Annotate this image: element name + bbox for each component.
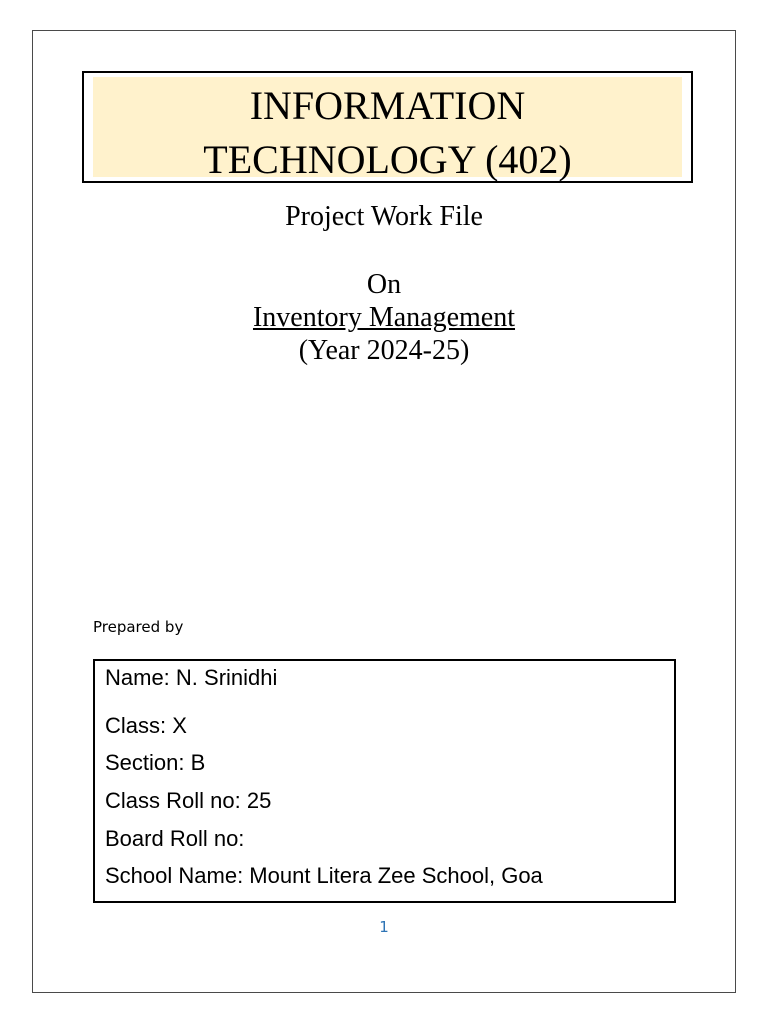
class-roll-number: Class Roll no: 25 [105, 788, 272, 813]
student-section: Section: B [105, 750, 206, 775]
title-line-2: TECHNOLOGY (402) [203, 137, 572, 182]
student-name: Name: N. Srinidhi [105, 665, 278, 690]
student-class: Class: X [105, 713, 187, 738]
academic-year: (Year 2024-25) [298, 335, 470, 366]
project-topic: Inventory Management [252, 302, 516, 333]
document-title [84, 79, 691, 187]
prepared-by-label: Prepared by [93, 618, 184, 636]
subtitle: Project Work File [285, 201, 483, 232]
board-roll-number: Board Roll no: [105, 826, 245, 851]
school-name: School Name: Mount Litera Zee School, Goa [105, 863, 543, 888]
on-label: On [366, 269, 402, 300]
student-info-box [93, 659, 676, 903]
title-box [82, 71, 693, 183]
page-number: 1 [379, 918, 389, 936]
title-line-1: INFORMATION [249, 83, 526, 128]
